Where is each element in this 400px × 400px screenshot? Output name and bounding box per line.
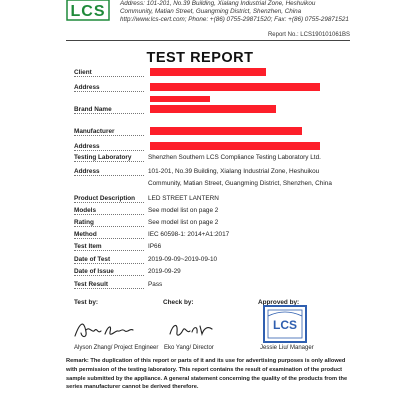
svg-text:LCS: LCS	[273, 318, 297, 332]
field-value: IP66	[148, 243, 162, 250]
check-by-signature	[166, 316, 216, 342]
svg-text:LCS: LCS	[70, 3, 106, 20]
leader-dots	[74, 250, 144, 251]
field-label: Address	[74, 168, 100, 175]
field-label: Models	[74, 207, 97, 214]
field-label: Method	[74, 231, 97, 238]
leader-dots	[74, 91, 144, 92]
header-address-line: Address: 101-201, No.39 Building, Xialang Industrial Zone, Heshuikou	[120, 0, 316, 7]
leader-dots	[74, 113, 144, 114]
redaction-bar	[150, 105, 276, 113]
remark	[66, 357, 356, 392]
header-contact-line: http://www.lcs-cert.com; Phone: +(86) 0755-29871520; Fax: +(86) 0755-29871521	[120, 16, 349, 23]
header-divider	[66, 40, 350, 41]
field-label: Testing Laboratory	[74, 154, 132, 161]
check-by-name: Eko Yang/ Director	[164, 345, 214, 351]
field-value: IEC 60598-1: 2014+A1:2017	[148, 231, 230, 238]
header-address-line-2: Community, Matian Street, Guangming District, Shenzhen, China	[120, 8, 302, 15]
field-label: Test Result	[74, 281, 108, 288]
field-label: Date of Issue	[74, 268, 114, 275]
field-label: Date of Test	[74, 256, 111, 263]
field-label: Test Item	[74, 243, 102, 250]
redaction-bar	[150, 127, 302, 135]
field-value: 2019-09-09~2019-09-10	[148, 256, 218, 263]
leader-dots	[74, 275, 144, 276]
field-label: Address	[74, 143, 100, 150]
field-value: 2019-09-29	[148, 268, 181, 275]
test-by-name: Alyson Zhang/ Project Engineer	[74, 345, 159, 351]
leader-dots	[74, 202, 144, 203]
leader-dots	[74, 161, 144, 162]
check-by-label: Check by:	[163, 299, 194, 306]
approved-by-name: Jessie Liu/ Manager	[260, 345, 314, 351]
report-number: Report No.: LCS190101061BS	[267, 32, 350, 38]
field-value: LED STREET LANTERN	[148, 195, 219, 202]
leader-dots	[74, 214, 144, 215]
field-label: Client	[74, 69, 92, 76]
leader-dots	[74, 76, 144, 77]
field-label: Product Description	[74, 195, 136, 202]
approved-by-label: Approved by:	[258, 299, 300, 306]
field-value: Community, Matian Street, Guangming District, Shenzhen, China	[148, 180, 332, 187]
leader-dots	[74, 135, 144, 136]
leader-dots	[74, 263, 144, 264]
field-label: Brand Name	[74, 106, 112, 113]
test-by-label: Test by:	[74, 299, 99, 306]
field-value: Shenzhen Southern LCS Compliance Testing Laboratory Ltd.	[148, 154, 321, 161]
remark-label: Remark:	[66, 358, 89, 364]
leader-dots	[74, 150, 144, 151]
field-value: 101-201, No.39 Building, Xialang Industrial Zone, Heshuikou	[148, 168, 320, 175]
redaction-bar	[150, 96, 210, 102]
field-label: Rating	[74, 219, 94, 226]
test-by-signature	[72, 316, 136, 342]
leader-dots	[74, 288, 144, 289]
company-stamp	[262, 304, 308, 344]
field-value: Pass	[148, 281, 163, 288]
field-label: Manufacturer	[74, 128, 115, 135]
lcs-logo	[66, 0, 110, 22]
field-label: Address	[74, 84, 100, 91]
leader-dots	[74, 238, 144, 239]
redaction-bar	[150, 83, 320, 91]
page-title: TEST REPORT	[146, 50, 254, 66]
remark-text: The duplication of this report or parts of it and its use for advertising purposes is only allowed with permission of the testing laboratory. This report contains the result of examination of the product sample submitted by the appliance. A general statement concerning the quality of the products from the series manufacturer cannot be derived therefore.	[66, 358, 348, 391]
field-value: See model list on page 2	[148, 219, 219, 226]
redaction-bar	[150, 142, 320, 150]
redaction-bar	[150, 68, 266, 76]
leader-dots	[74, 226, 144, 227]
field-value: See model list on page 2	[148, 207, 219, 214]
leader-dots	[74, 175, 144, 176]
